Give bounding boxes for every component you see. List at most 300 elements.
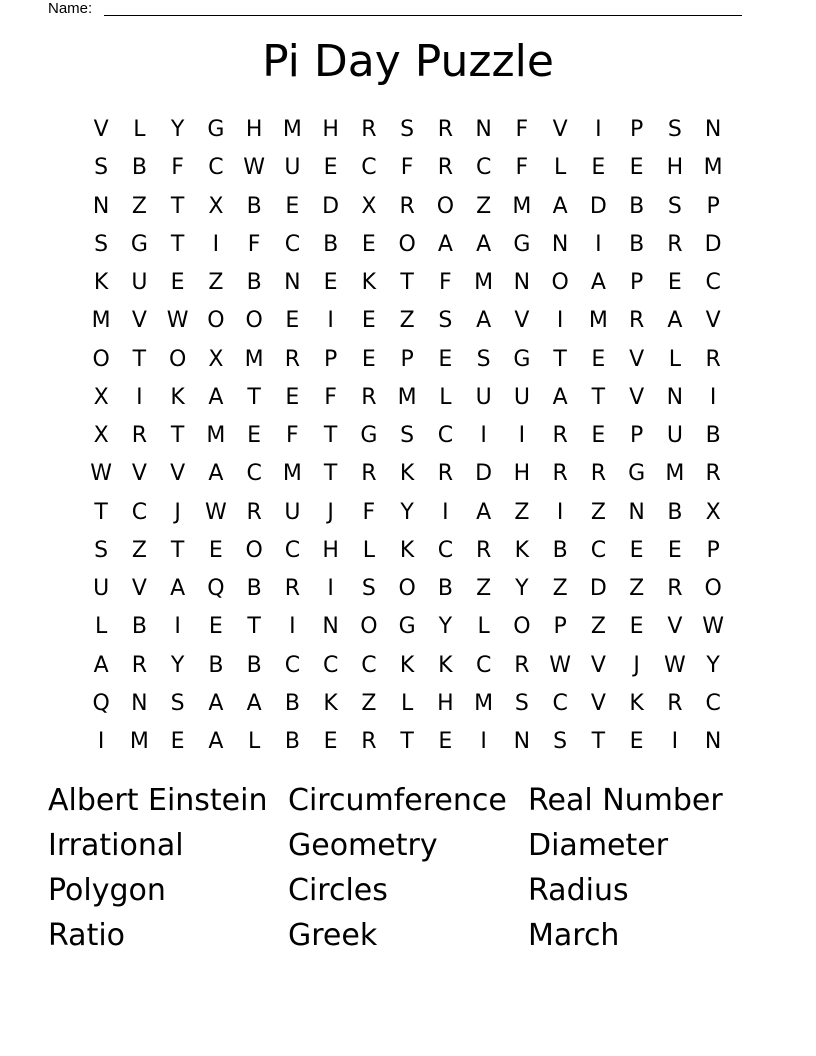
grid-cell: T [400,270,414,295]
grid-cell: I [595,231,602,257]
grid-cell: O [398,576,416,601]
grid-cell: Y [706,652,720,678]
grid-cell: A [93,652,109,678]
letter-grid [82,111,732,761]
grid-cell: H [666,155,684,181]
word-list-item: Diameter [528,828,669,863]
word-list-item: Circles [288,873,388,908]
grid-cell: S [476,346,491,372]
grid-cell: P [553,614,567,640]
grid-cell: Z [629,576,645,601]
grid-cell: R [361,729,377,754]
grid-cell: C [322,652,339,678]
grid-cell: N [704,117,722,142]
grid-cell: T [94,499,108,525]
grid-cell: I [212,231,220,257]
grid-cell: G [513,231,531,257]
grid-cell: B [246,652,262,678]
grid-cell: C [705,270,721,295]
grid-cell: C [437,537,454,563]
grid-cell: E [323,155,338,181]
grid-cell: D [589,193,607,219]
grid-cell: W [702,614,724,640]
grid-cell: B [246,270,262,295]
grid-cell: E [438,729,453,754]
grid-cell: R [667,231,683,257]
grid-cell: L [553,155,567,181]
grid-cell: G [628,461,646,487]
grid-cell: K [514,537,530,563]
word-list-item: Real Number [528,783,723,818]
grid-cell: M [282,117,302,142]
grid-cell: B [246,193,262,219]
grid-cell: H [322,117,339,142]
grid-cell: F [286,423,299,448]
grid-cell: C [284,652,301,678]
grid-cell: P [629,270,644,295]
grid-cell: M [474,270,494,295]
grid-cell: N [131,690,148,716]
grid-cell: V [514,308,530,334]
grid-cell: T [247,614,261,640]
word-list-item: Radius [528,873,629,908]
grid-cell: A [552,193,568,219]
grid-cell: C [208,155,224,181]
grid-cell: F [247,231,261,257]
grid-cell: K [93,270,109,295]
grid-cell: B [246,576,262,601]
grid-cell: Z [399,308,415,334]
grid-cell: E [629,729,644,754]
grid-cell: N [704,729,722,754]
grid-cell: I [595,117,602,142]
grid-cell: K [323,690,338,716]
grid-cell: N [92,193,110,219]
grid-cell: B [629,193,645,219]
grid-cell: P [629,423,644,448]
grid-cell: K [438,652,453,678]
grid-cell: A [208,690,224,716]
grid-cell: B [437,576,453,601]
word-list-item: Irrational [48,828,184,863]
grid-cell: C [437,423,454,448]
grid-cell: M [474,690,494,716]
grid-cell: V [667,614,683,640]
grid-cell: I [480,423,487,448]
grid-cell: F [515,155,529,181]
grid-cell: N [551,231,569,257]
grid-cell: A [552,384,568,410]
grid-cell: C [131,499,148,525]
grid-cell: I [174,614,181,640]
grid-cell: I [480,729,487,754]
grid-cell: K [629,690,644,716]
page-title: Pi Day Puzzle [262,36,554,87]
grid-cell: F [362,499,376,525]
grid-cell: C [552,690,568,716]
grid-cell: E [629,614,644,640]
grid-cell: Z [590,499,606,525]
grid-cell: J [633,652,640,678]
grid-cell: U [513,384,530,410]
grid-cell: N [513,270,531,295]
grid-cell: U [93,576,110,601]
grid-cell: C [361,652,377,678]
grid-cell: I [709,384,717,410]
grid-cell: B [131,155,147,181]
grid-cell: N [628,499,645,525]
grid-cell: F [324,384,337,410]
grid-cell: O [551,270,569,295]
grid-cell: S [94,231,109,257]
word-list-item: Geometry [288,828,438,863]
grid-cell: R [131,423,148,448]
grid-cell: C [475,155,492,181]
grid-cell: W [166,308,189,334]
grid-cell: R [475,537,492,563]
grid-cell: W [243,155,265,181]
grid-cell: E [323,729,338,754]
grid-cell: V [552,117,568,142]
grid-cell: Z [476,576,492,601]
word-list-item: Polygon [48,873,166,908]
grid-cell: O [92,346,110,372]
name-label: Name: [48,0,93,17]
grid-cell: K [170,384,185,410]
grid-cell: I [518,423,526,448]
grid-cell: Z [131,193,147,219]
grid-cell: F [400,155,414,181]
grid-cell: W [204,499,227,525]
grid-cell: G [360,423,378,448]
grid-cell: R [590,461,607,487]
grid-cell: K [399,652,415,678]
grid-cell: G [513,346,531,372]
grid-cell: E [629,155,644,181]
grid-cell: B [284,729,300,754]
word-list-item: March [528,918,620,953]
grid-cell: R [131,652,148,678]
grid-cell: M [206,423,226,448]
grid-cell: E [285,308,300,334]
grid-cell: R [667,690,683,716]
grid-cell: R [437,155,454,181]
grid-cell: Z [476,193,492,219]
grid-cell: E [591,423,606,448]
grid-cell: J [174,499,181,525]
grid-cell: E [323,270,338,295]
grid-cell: U [475,384,492,410]
grid-cell: O [398,231,416,257]
grid-cell: A [246,690,262,716]
grid-cell: Y [438,614,453,640]
grid-cell: Q [92,690,110,716]
grid-cell: A [208,384,224,410]
grid-cell: E [667,537,682,563]
grid-cell: E [170,270,185,295]
grid-cell: X [93,423,109,448]
grid-cell: R [705,346,721,372]
word-list [48,778,768,958]
grid-cell: B [131,614,147,640]
grid-cell: I [327,576,334,601]
grid-cell: G [130,231,148,257]
grid-cell: E [591,155,606,181]
grid-cell: A [667,308,683,334]
grid-cell: F [171,155,184,181]
grid-cell: B [705,423,721,448]
grid-cell: I [442,499,449,525]
grid-cell: E [361,231,376,257]
grid-cell: Y [170,117,185,142]
grid-cell: E [438,346,453,372]
grid-cell: L [94,614,108,640]
grid-cell: C [284,231,301,257]
grid-cell: L [362,537,375,563]
grid-cell: I [671,729,679,754]
grid-cell: C [705,690,721,716]
grid-cell: I [136,384,143,410]
grid-cell: E [667,270,682,295]
grid-cell: M [588,308,608,334]
grid-cell: P [629,117,644,142]
grid-cell: K [361,270,377,295]
grid-cell: G [207,117,225,142]
grid-cell: L [668,346,681,372]
grid-cell: T [553,346,567,372]
word-list-item: Ratio [48,918,126,953]
grid-cell: O [704,576,722,601]
grid-cell: M [703,155,723,181]
grid-cell: B [284,690,300,716]
name-blank-rule [104,15,742,16]
grid-cell: M [91,308,111,334]
grid-cell: R [399,193,415,219]
grid-cell: T [323,461,338,487]
grid-cell: R [667,576,683,601]
grid-cell: T [591,384,606,410]
grid-cell: R [361,461,377,487]
grid-cell: L [247,729,261,754]
grid-cell: T [170,423,185,448]
grid-cell: E [170,729,185,754]
grid-cell: P [400,346,414,372]
grid-cell: W [549,652,571,678]
grid-cell: R [246,499,262,525]
grid-cell: I [327,308,334,334]
grid-cell: X [93,384,109,410]
grid-cell: N [322,614,339,640]
grid-cell: U [284,155,301,181]
grid-cell: O [207,308,225,334]
grid-cell: E [285,384,300,410]
grid-cell: A [208,461,224,487]
grid-cell: A [476,231,492,257]
grid-cell: U [131,270,148,295]
grid-cell: M [282,461,302,487]
grid-cell: M [397,384,417,410]
grid-cell: R [552,461,568,487]
grid-cell: N [666,384,684,410]
grid-cell: S [400,117,415,142]
grid-cell: C [284,537,301,563]
name-line [48,0,742,18]
grid-cell: R [361,117,377,142]
grid-cell: S [361,576,376,601]
grid-cell: O [245,537,263,563]
grid-cell: C [246,461,262,487]
grid-cell: T [400,729,414,754]
grid-cell: X [208,346,224,372]
grid-cell: W [90,461,112,487]
grid-cell: V [590,690,606,716]
grid-cell: X [208,193,224,219]
grid-cell: S [553,729,568,754]
grid-cell: L [477,614,490,640]
grid-cell: L [133,117,146,142]
grid-cell: B [208,652,224,678]
grid-cell: K [399,461,415,487]
grid-cell: Z [552,576,568,601]
grid-cell: V [131,308,147,334]
grid-cell: S [400,423,415,448]
grid-cell: I [97,729,105,754]
grid-cell: S [438,308,453,334]
grid-cell: Y [400,499,414,525]
grid-cell: B [552,537,568,563]
grid-cell: L [400,690,414,716]
grid-cell: B [323,231,339,257]
grid-cell: M [665,461,685,487]
grid-cell: H [322,537,339,563]
grid-cell: R [284,346,301,372]
grid-cell: E [629,537,644,563]
grid-cell: A [590,270,606,295]
grid-cell: V [93,117,109,142]
grid-cell: R [361,384,377,410]
grid-cell: A [476,499,492,525]
grid-cell: B [667,499,683,525]
grid-cell: V [705,308,721,334]
grid-cell: A [208,729,224,754]
grid-cell: R [705,461,721,487]
grid-cell: Q [207,576,225,601]
grid-cell: Z [131,537,147,563]
grid-cell: C [590,537,607,563]
grid-cell: E [361,308,376,334]
grid-cell: D [475,461,493,487]
grid-cell: U [666,423,683,448]
grid-cell: X [361,193,377,219]
grid-cell: Z [208,270,224,295]
grid-cell: C [361,155,377,181]
grid-cell: N [513,729,531,754]
grid-cell: K [399,537,415,563]
grid-cell: T [323,423,338,448]
grid-cell: O [168,346,187,372]
word-list-item: Albert Einstein [48,783,268,818]
grid-cell: Y [170,652,185,678]
grid-cell: D [704,231,722,257]
grid-cell: R [284,576,301,601]
grid-cell: F [515,117,529,142]
grid-cell: T [247,384,261,410]
grid-cell: X [705,499,721,525]
grid-cell: S [667,117,682,142]
grid-cell: Z [361,690,377,716]
grid-cell: A [437,231,453,257]
grid-cell: L [439,384,452,410]
grid-cell: N [284,270,301,295]
grid-cell: E [247,423,262,448]
grid-cell: E [208,614,223,640]
grid-cell: T [170,231,185,257]
grid-cell: Z [590,614,606,640]
grid-cell: M [129,729,149,754]
grid-cell: R [437,117,454,142]
grid-cell: F [439,270,452,295]
grid-cell: E [208,537,223,563]
word-list-item: Greek [288,918,378,953]
grid-cell: I [556,499,564,525]
grid-cell: O [513,614,531,640]
grid-cell: A [170,576,186,601]
grid-cell: I [289,614,296,640]
grid-cell: T [170,537,185,563]
grid-cell: T [132,346,147,372]
grid-cell: V [131,576,147,601]
grid-cell: O [436,193,455,219]
grid-cell: Z [514,499,530,525]
grid-cell: P [323,346,338,372]
grid-cell: S [170,690,185,716]
grid-cell: S [667,193,682,219]
grid-cell: R [437,461,454,487]
grid-cell: H [245,117,263,142]
grid-cell: P [706,193,720,219]
grid-cell: T [170,193,185,219]
grid-cell: W [663,652,686,678]
grid-cell: E [285,193,300,219]
word-list-item: Circumference [288,783,507,818]
grid-cell: R [628,308,645,334]
grid-cell: O [245,308,263,334]
grid-cell: A [476,308,492,334]
grid-cell: S [514,690,529,716]
grid-cell: I [556,308,564,334]
grid-cell: U [284,499,301,525]
grid-cell: M [512,193,532,219]
grid-cell: O [360,614,378,640]
grid-cell: V [629,384,645,410]
grid-cell: V [131,461,147,487]
grid-cell: T [591,729,606,754]
grid-cell: S [94,537,109,563]
grid-cell: V [590,652,606,678]
grid-cell: H [513,461,531,487]
grid-cell: E [591,346,606,372]
grid-cell: V [170,461,186,487]
grid-cell: M [244,346,264,372]
grid-cell: S [94,155,109,181]
grid-cell: H [437,690,454,716]
grid-cell: E [361,346,376,372]
grid-cell: N [475,117,492,142]
grid-cell: V [629,346,645,372]
grid-cell: G [398,614,416,640]
grid-cell: D [322,193,340,219]
grid-cell: R [514,652,530,678]
